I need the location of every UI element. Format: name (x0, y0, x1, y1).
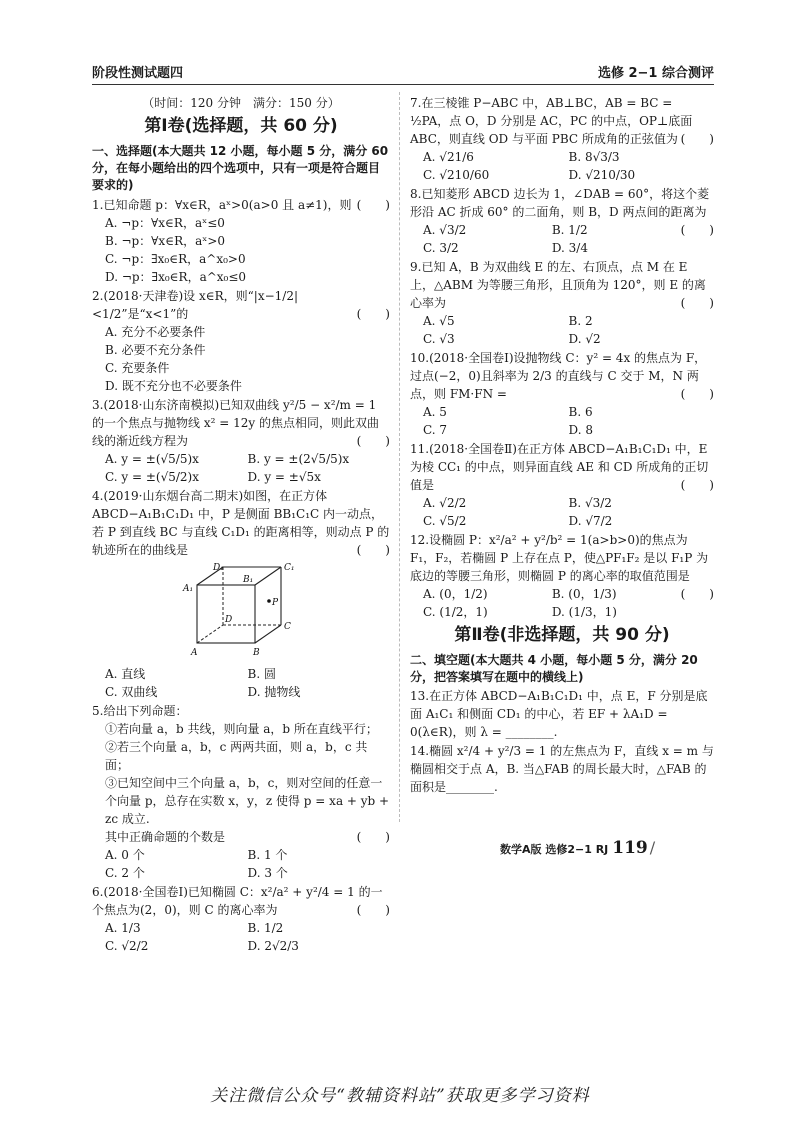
q2-option-d: D. 既不充分也不必要条件 (105, 378, 242, 393)
q5-option-b: B. 1 个 (247, 847, 288, 862)
question-13 (410, 687, 714, 741)
question-12 (410, 531, 714, 621)
q5-item-2: ②若三个向量 a，b，c 两两共面，则 a，b，c 共面； (105, 739, 368, 772)
q1-option-a: A. ¬p：∀x∈R，aˣ≤0 (105, 215, 225, 230)
q1-stem: 1.已知命题 p：∀x∈R，aˣ>0(a>0 且 a≠1)，则 (92, 197, 352, 212)
q8-bracket: ( ) (680, 223, 714, 237)
question-10 (410, 349, 714, 439)
footer-tag: 数学A版 选修2−1 RJ (500, 843, 609, 856)
cube-edge-ad-hidden (197, 625, 223, 643)
q7-option-c: C. √210/60 (423, 168, 490, 182)
left-column (92, 94, 390, 956)
q1-option-c: C. ¬p：∃x₀∈R，a^x₀>0 (105, 251, 246, 266)
q10-option-a: A. 5 (423, 405, 447, 419)
q11-option-c: C. √5/2 (423, 514, 467, 528)
q10-stem: 10.(2018·全国卷Ⅰ)设抛物线 C：y² = 4x 的焦点为 F，过点(−2，0)且斜率为 2/3 的直线与 C 交于 M，N 两点，则 FM·FN = (410, 351, 707, 401)
point-p-dot (267, 599, 271, 603)
column-divider (399, 92, 400, 822)
q12-option-d: D. (1/3，1) (551, 605, 617, 619)
question-4 (92, 487, 390, 701)
q12-option-a: A. (0，1/2) (423, 587, 488, 601)
label-c: C (284, 621, 291, 632)
q3-option-c: C. y = ±(√5/2)x (105, 469, 199, 484)
q1-bracket: ( ) (356, 197, 390, 212)
q11-option-d: D. √7/2 (568, 514, 613, 528)
label-b: B (253, 647, 260, 658)
right-column (410, 94, 714, 797)
q8-stem: 8.已知菱形 ABCD 边长为 1，∠DAB = 60°，将这个菱形沿 AC 折成 60° 的二面角，则 B，D 两点间的距离为 (410, 187, 710, 219)
q6-bracket: ( ) (356, 902, 390, 917)
section2-heading: 二、填空题(本大题共 4 小题，每小题 5 分，满分 20 分，把答案填写在题中的横线上) (410, 652, 698, 684)
label-d: D (225, 614, 233, 625)
q14-stem: 14.椭圆 x²/4 + y²/3 = 1 的左焦点为 F，直线 x = m 与椭圆相交于点 A，B. 当△FAB 的周长最大时，△FAB 的面积是________. (410, 744, 714, 795)
header-rule (92, 84, 714, 85)
page-number: 119 (612, 838, 648, 858)
q10-bracket: ( ) (680, 387, 714, 401)
q11-option-a: A. √2/2 (423, 496, 467, 510)
q5-option-d: D. 3 个 (247, 865, 288, 880)
q9-option-d: D. √2 (568, 332, 601, 346)
question-8 (410, 185, 714, 257)
q6-option-a: A. 1/3 (105, 920, 141, 935)
part2-title: 第Ⅱ卷(非选择题，共 90 分) (454, 625, 670, 645)
q10-option-c: C. 7 (423, 423, 448, 437)
q7-option-a: A. √21/6 (423, 150, 474, 164)
q9-option-c: C. √3 (423, 332, 455, 346)
q11-stem: 11.(2018·全国卷Ⅱ)在正方体 ABCD−A₁B₁C₁D₁ 中，E 为棱 CC₁ 的中点，则异面直线 AE 和 CD 所成角的正切值是 (410, 442, 709, 492)
q4-option-d: D. 抛物线 (247, 684, 301, 699)
question-1 (92, 196, 390, 286)
q4-stem: 4.(2019·山东烟台高二期末)如图，在正方体 ABCD−A₁B₁C₁D₁ 中，P 是侧面 BB₁C₁C 内一动点，若 P 到直线 BC 与直线 C₁D₁ 的距离相等，则动点 P 的轨迹所在的曲线是 (92, 488, 390, 557)
cube-edge-bc (255, 625, 281, 643)
q1-option-d: D. ¬p：∃x₀∈R，a^x₀≤0 (105, 269, 247, 284)
q2-option-c: C. 充要条件 (105, 360, 170, 375)
question-2 (92, 287, 390, 395)
q12-bracket: ( ) (680, 587, 714, 601)
q10-option-d: D. 8 (568, 423, 593, 437)
label-a1: A₁ (183, 583, 194, 594)
question-9 (410, 258, 714, 348)
q5-item-3: ③已知空间中三个向量 a，b，c，则对空间的任意一个向量 p，总存在实数 x，y，z 使得 p = xa + yb + zc 成立. (105, 775, 390, 826)
q11-option-b: B. √3/2 (568, 496, 612, 510)
q6-option-c: C. √2/2 (105, 938, 149, 953)
q8-option-d: D. 3/4 (551, 241, 588, 255)
question-14 (410, 742, 714, 796)
q9-option-b: B. 2 (568, 314, 593, 328)
q9-stem: 9.已知 A，B 为双曲线 E 的左、右顶点，点 M 在 E 上，△ABM 为等腰三角形，且顶角为 120°，则 E 的离心率为 (410, 260, 706, 310)
q4-bracket: ( ) (356, 542, 390, 557)
q3-option-d: D. y = ±√5x (247, 469, 321, 484)
page-footer (500, 836, 714, 862)
q5-option-a: A. 0 个 (105, 847, 145, 862)
question-11 (410, 440, 714, 530)
q12-stem: 12.设椭圆 P：x²/a² + y²/b² = 1(a>b>0)的焦点为 F₁，F₂，若椭圆 P 上存在点 P，使△PF₁F₂ 是以 F₁P 为底边的等腰三角形，则椭圆 P 的离心率的取值范围是 (410, 533, 709, 583)
bottom-note: 关注微信公众号“教辅资料站”获取更多学习资料 (210, 1086, 590, 1106)
header-left: 阶段性测试题四 (92, 66, 184, 81)
label-d1: D₁ (213, 562, 224, 573)
q4-option-b: B. 圆 (247, 666, 276, 681)
q7-bracket: ( ) (680, 132, 714, 146)
q2-bracket: ( ) (356, 306, 390, 321)
part1-title: 第Ⅰ卷(选择题，共 60 分) (144, 116, 338, 136)
section1-heading: 一、选择题(本大题共 12 小题，每小题 5 分，满分 60 分，在每小题给出的四个选项中，只有一项是符合题目要求的) (92, 143, 389, 193)
label-c1: C₁ (284, 562, 295, 573)
q9-option-a: A. √5 (423, 314, 455, 328)
footer-slash: / (649, 838, 656, 857)
label-p: P (272, 597, 279, 608)
question-7 (410, 94, 714, 184)
q7-stem: 7.在三棱锥 P−ABC 中，AB⊥BC，AB = BC = ½PA，点 O，D 分别是 AC，PC 的中点，OP⊥底面 ABC，则直线 OD 与平面 PBC 所成角的正弦值为 (410, 96, 693, 146)
q7-option-d: D. √210/30 (568, 168, 636, 182)
question-6 (92, 883, 390, 955)
q9-bracket: ( ) (680, 296, 714, 310)
label-b1: B₁ (243, 574, 254, 585)
q5-option-c: C. 2 个 (105, 865, 145, 880)
q8-option-a: A. √3/2 (423, 223, 467, 237)
label-a: A (191, 647, 198, 658)
q6-option-d: D. 2√2/3 (247, 938, 299, 953)
q4-option-c: C. 双曲线 (105, 684, 158, 699)
q6-option-b: B. 1/2 (247, 920, 284, 935)
q2-option-a: A. 充分不必要条件 (105, 324, 206, 339)
q8-option-b: B. 1/2 (551, 223, 588, 237)
header-right: 选修 2−1 综合测评 (597, 66, 714, 81)
q3-bracket: ( ) (356, 433, 390, 448)
q3-option-b: B. y = ±(2√5/5)x (247, 451, 350, 466)
q2-stem: 2.(2018·天津卷)设 x∈R，则“|x−1/2|<1/2”是“x<1”的 (92, 288, 299, 321)
q5-ask: 其中正确命题的个数是 (105, 829, 226, 844)
q5-bracket: ( ) (356, 829, 390, 844)
q12-option-c: C. (1/2，1) (423, 605, 488, 619)
q6-stem: 6.(2018·全国卷Ⅰ)已知椭圆 C：x²/a² + y²/4 = 1 的一个焦点为(2，0)，则 C 的离心率为 (92, 884, 383, 917)
q5-stem: 5.给出下列命题： (92, 703, 188, 718)
q1-option-b: B. ¬p：∀x∈R，aˣ>0 (105, 233, 226, 248)
q11-bracket: ( ) (680, 478, 714, 492)
q3-option-a: A. y = ±(√5/5)x (105, 451, 199, 466)
cube-edge-b1c1 (255, 567, 281, 585)
q7-option-b: B. 8√3/3 (568, 150, 620, 164)
q12-option-b: B. (0，1/3) (551, 587, 617, 601)
q10-option-b: B. 6 (568, 405, 593, 419)
question-3 (92, 396, 390, 486)
q3-stem: 3.(2018·山东济南模拟)已知双曲线 y²/5 − x²/m = 1 的一个焦点与抛物线 x² = 12y 的焦点相同，则此双曲线的渐近线方程为 (92, 397, 379, 448)
q2-option-b: B. 必要不充分条件 (105, 342, 206, 357)
q8-option-c: C. 3/2 (423, 241, 459, 255)
cube-figure (181, 561, 301, 665)
exam-meta: （时间：120 分钟 满分：150 分） (142, 96, 340, 110)
q13-stem: 13.在正方体 ABCD−A₁B₁C₁D₁ 中，点 E，F 分别是底面 A₁C₁ 和侧面 CD₁ 的中心，若 EF + λA₁D = 0(λ∈R)，则 λ = ________. (410, 689, 708, 740)
question-5 (92, 702, 390, 882)
cube-front-face (197, 585, 255, 643)
q5-item-1: ①若向量 a，b 共线，则向量 a，b 所在直线平行； (105, 721, 378, 736)
q4-option-a: A. 直线 (105, 666, 146, 681)
